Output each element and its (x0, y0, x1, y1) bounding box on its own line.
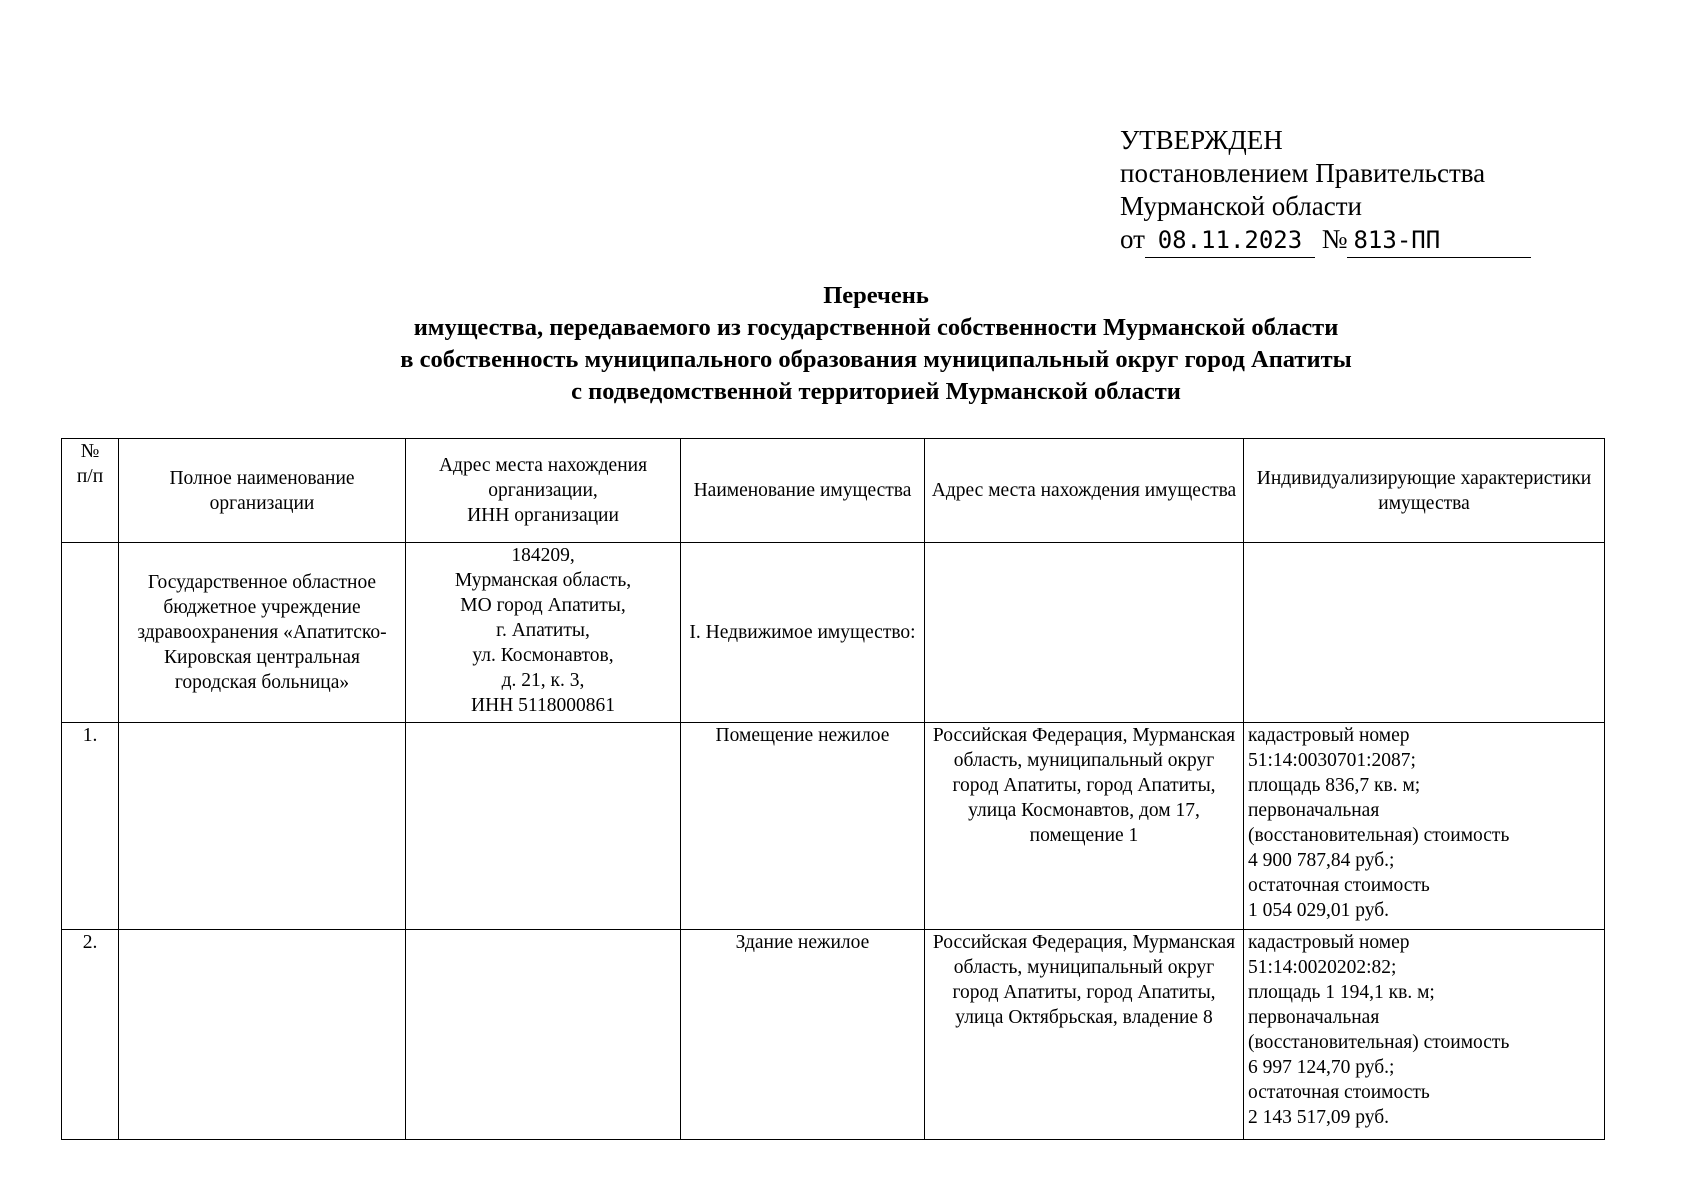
row-org-name-empty (119, 723, 406, 930)
approval-number: 813-ПП (1347, 224, 1531, 258)
property-table (61, 438, 1605, 1140)
row-num: 2. (62, 930, 119, 1140)
row-org-address-empty (406, 723, 681, 930)
approval-region-line: Мурманской области (1120, 191, 1362, 221)
approval-stamp (1120, 124, 1531, 258)
org-name-cell: Государственное областное бюджетное учреждение здравоохранения «Апатитско-Кировская центральная городская больница» (119, 543, 406, 723)
organization-row (62, 543, 1605, 723)
row-org-address-empty (406, 930, 681, 1140)
row-characteristics: кадастровый номер 51:14:0020202:82; площадь 1 194,1 кв. м; первоначальная (восстановительная) стоимость 6 997 124,70 руб.; остаточная стоимость 2 143 517,09 руб. (1244, 930, 1605, 1140)
table-header-row (62, 439, 1605, 543)
document-title (60, 280, 1692, 408)
header-property-name: Наименование имущества (681, 439, 925, 543)
row-characteristics: кадастровый номер 51:14:0030701:2087; площадь 836,7 кв. м; первоначальная (восстановительная) стоимость 4 900 787,84 руб.; остаточная стоимость 1 054 029,01 руб. (1244, 723, 1605, 930)
title-line-2: имущества, передаваемого из государственной собственности Мурманской области (413, 314, 1339, 341)
row-property-name: Здание нежилое (681, 930, 925, 1140)
org-row-num (62, 543, 119, 723)
title-line-3: в собственность муниципального образования муниципальный округ город Апатиты (400, 346, 1352, 373)
org-address-cell: 184209, Мурманская область, МО город Апатиты, г. Апатиты, ул. Космонавтов, д. 21, к. 3, ИНН 5118000861 (406, 543, 681, 723)
row-property-address: Российская Федерация, Мурманская область, муниципальный округ город Апатиты, город Апатиты, улица Октябрьская, владение 8 (925, 930, 1244, 1140)
approval-date-prefix: от (1120, 224, 1145, 254)
row-num: 1. (62, 723, 119, 930)
approval-date-line (1120, 223, 1531, 258)
header-property-address: Адрес места нахождения имущества (925, 439, 1244, 543)
header-num: № п/п (62, 439, 119, 543)
header-org-name: Полное наименование организации (119, 439, 406, 543)
org-row-empty-2 (1244, 543, 1605, 723)
table-row (62, 723, 1605, 930)
approval-date: 08.11.2023 (1145, 224, 1315, 258)
header-org-address: Адрес места нахождения организации, ИНН организации (406, 439, 681, 543)
row-property-name: Помещение нежилое (681, 723, 925, 930)
header-characteristics: Индивидуализирующие характеристики имущества (1244, 439, 1605, 543)
org-row-empty-1 (925, 543, 1244, 723)
title-line-1: Перечень (823, 282, 929, 309)
row-property-address: Российская Федерация, Мурманская область, муниципальный округ город Апатиты, город Апатиты, улица Космонавтов, дом 17, помещение 1 (925, 723, 1244, 930)
approval-resolution-line: постановлением Правительства (1120, 158, 1486, 188)
section-heading: I. Недвижимое имущество: (681, 543, 925, 723)
title-line-4: с подведомственной территорией Мурманской области (571, 378, 1181, 405)
row-org-name-empty (119, 930, 406, 1140)
approval-number-sign: № (1321, 224, 1348, 254)
table-row (62, 930, 1605, 1140)
approval-status: УТВЕРЖДЕН (1120, 125, 1283, 155)
